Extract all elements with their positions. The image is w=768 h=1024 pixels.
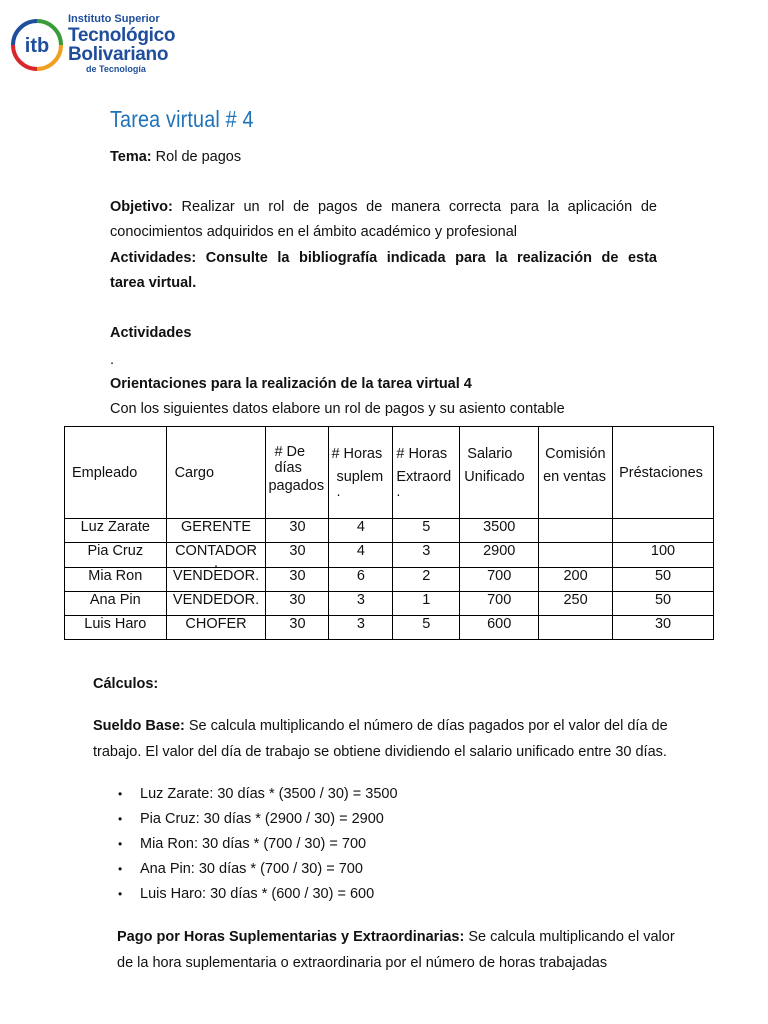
tema-label: Tema: — [110, 149, 152, 165]
cell-horas-suplem: 6 — [329, 568, 393, 592]
cell-prestaciones: 30 — [613, 616, 714, 640]
cell-cargo: CONTADOR . — [166, 543, 266, 568]
cell-horas-extraord: 2 — [393, 568, 460, 592]
list-item: • Mia Ron: 30 días * (700 / 30) = 700 — [118, 832, 398, 857]
cell-horas-extraord: 1 — [393, 592, 460, 616]
payroll-table — [64, 426, 714, 640]
cell-horas-extraord: 5 — [393, 519, 460, 543]
objetivo-text-1: Realizar un rol de pagos de manera correcta para la aplicación de — [172, 199, 657, 215]
list-item: • Ana Pin: 30 días * (700 / 30) = 700 — [118, 857, 398, 882]
header-dias: # De días pagados — [266, 427, 329, 519]
horas-label: Pago por Horas Suplementarias y Extraordinarias: — [117, 929, 465, 945]
cell-horas-suplem: 4 — [329, 519, 393, 543]
orientaciones-heading: Orientaciones para la realización de la tarea virtual 4 — [110, 376, 472, 392]
logo-line-4: de Tecnología — [86, 64, 146, 74]
sueldo-line-1 — [93, 714, 668, 739]
logo-line-3: Bolivariano — [68, 44, 169, 65]
cell-cargo: GERENTE — [166, 519, 266, 543]
header-comision: Comisión en ventas — [539, 427, 613, 519]
cell-comision — [539, 543, 613, 568]
cell-salario: 2900 — [460, 543, 539, 568]
cell-salario: 600 — [460, 616, 539, 640]
itb-emblem — [10, 18, 64, 72]
table-row — [65, 543, 714, 568]
logo-line-2: Tecnológico — [68, 25, 176, 46]
horas-line-2: de la hora suplementaria o extraordinaria por el número de horas trabajadas — [117, 955, 608, 971]
cell-comision: 200 — [539, 568, 613, 592]
sueldo-line-2: trabajo. El valor del día de trabajo se obtiene dividiendo el salario unificado entre 30 días. — [93, 744, 667, 760]
cell-salario: 3500 — [460, 519, 539, 543]
tema-value: Rol de pagos — [151, 149, 242, 165]
header-prestaciones: Préstaciones — [613, 427, 714, 519]
objetivo-line-2: conocimientos adquiridos en el ámbito académico y profesional — [110, 224, 518, 240]
cell-salario: 700 — [460, 592, 539, 616]
header-horas-extraord: # Horas Extraord . — [393, 427, 460, 519]
sueldo-label: Sueldo Base: — [93, 718, 185, 734]
cell-cargo: VENDEDOR. — [166, 592, 266, 616]
cell-comision — [539, 519, 613, 543]
table-row — [65, 519, 714, 543]
objetivo-label: Objetivo: — [110, 199, 173, 215]
calculos-heading: Cálculos: — [93, 676, 159, 692]
table-row — [65, 568, 714, 592]
list-item: • Luis Haro: 30 días * (600 / 30) = 600 — [118, 882, 398, 907]
list-item: • Luz Zarate: 30 días * (3500 / 30) = 3500 — [118, 782, 398, 807]
cell-prestaciones: 50 — [613, 592, 714, 616]
horas-line-1 — [117, 925, 675, 950]
table-intro: Con los siguientes datos elabore un rol de pagos y su asiento contable — [110, 401, 565, 417]
cell-horas-suplem: 3 — [329, 616, 393, 640]
horas-text-1: Se calcula multiplicando el valor — [464, 929, 675, 945]
cell-horas-suplem: 4 — [329, 543, 393, 568]
actividades-line-1: Actividades: Consulte la bibliografía indicada para la realización de esta — [110, 250, 657, 266]
cell-dias: 30 — [266, 543, 329, 568]
cell-empleado: Pia Cruz — [65, 543, 167, 568]
cell-dias: 30 — [266, 519, 329, 543]
sueldo-bullet-list — [118, 782, 398, 907]
objetivo-line-1 — [110, 195, 657, 220]
page-title: Tarea virtual # 4 — [110, 106, 254, 132]
table-row — [65, 592, 714, 616]
logo-mark: itb — [24, 35, 50, 57]
actividades-heading: Actividades — [110, 325, 192, 341]
logo-line-1: Instituto Superior — [68, 13, 160, 25]
header-salario: Salario Unificado — [460, 427, 539, 519]
cell-salario: 700 — [460, 568, 539, 592]
cell-cargo: CHOFER — [166, 616, 266, 640]
cell-empleado: Ana Pin — [65, 592, 167, 616]
cell-dias: 30 — [266, 616, 329, 640]
cell-prestaciones — [613, 519, 714, 543]
list-item: • Pia Cruz: 30 días * (2900 / 30) = 2900 — [118, 807, 398, 832]
cell-dias: 30 — [266, 592, 329, 616]
sueldo-text-1: Se calcula multiplicando el número de días pagados por el valor del día de — [184, 718, 668, 734]
cell-empleado: Luis Haro — [65, 616, 167, 640]
separator-dot: . — [110, 352, 115, 368]
cell-horas-extraord: 3 — [393, 543, 460, 568]
cell-comision — [539, 616, 613, 640]
table-row — [65, 616, 714, 640]
cell-comision: 250 — [539, 592, 613, 616]
cell-cargo: VENDEDOR. — [166, 568, 266, 592]
tema-paragraph — [110, 145, 241, 170]
cell-prestaciones: 50 — [613, 568, 714, 592]
header-horas-suplem: # Horas suplem . — [329, 427, 393, 519]
cell-dias: 30 — [266, 568, 329, 592]
cell-empleado: Luz Zarate — [65, 519, 167, 543]
cell-horas-suplem: 3 — [329, 592, 393, 616]
cell-horas-extraord: 5 — [393, 616, 460, 640]
table-header-row — [65, 427, 714, 519]
institution-logo — [10, 14, 180, 76]
header-cargo: Cargo — [166, 427, 266, 519]
cell-prestaciones: 100 — [613, 543, 714, 568]
actividades-line-2: tarea virtual. — [110, 275, 197, 291]
cell-empleado: Mia Ron — [65, 568, 167, 592]
header-empleado: Empleado — [65, 427, 167, 519]
